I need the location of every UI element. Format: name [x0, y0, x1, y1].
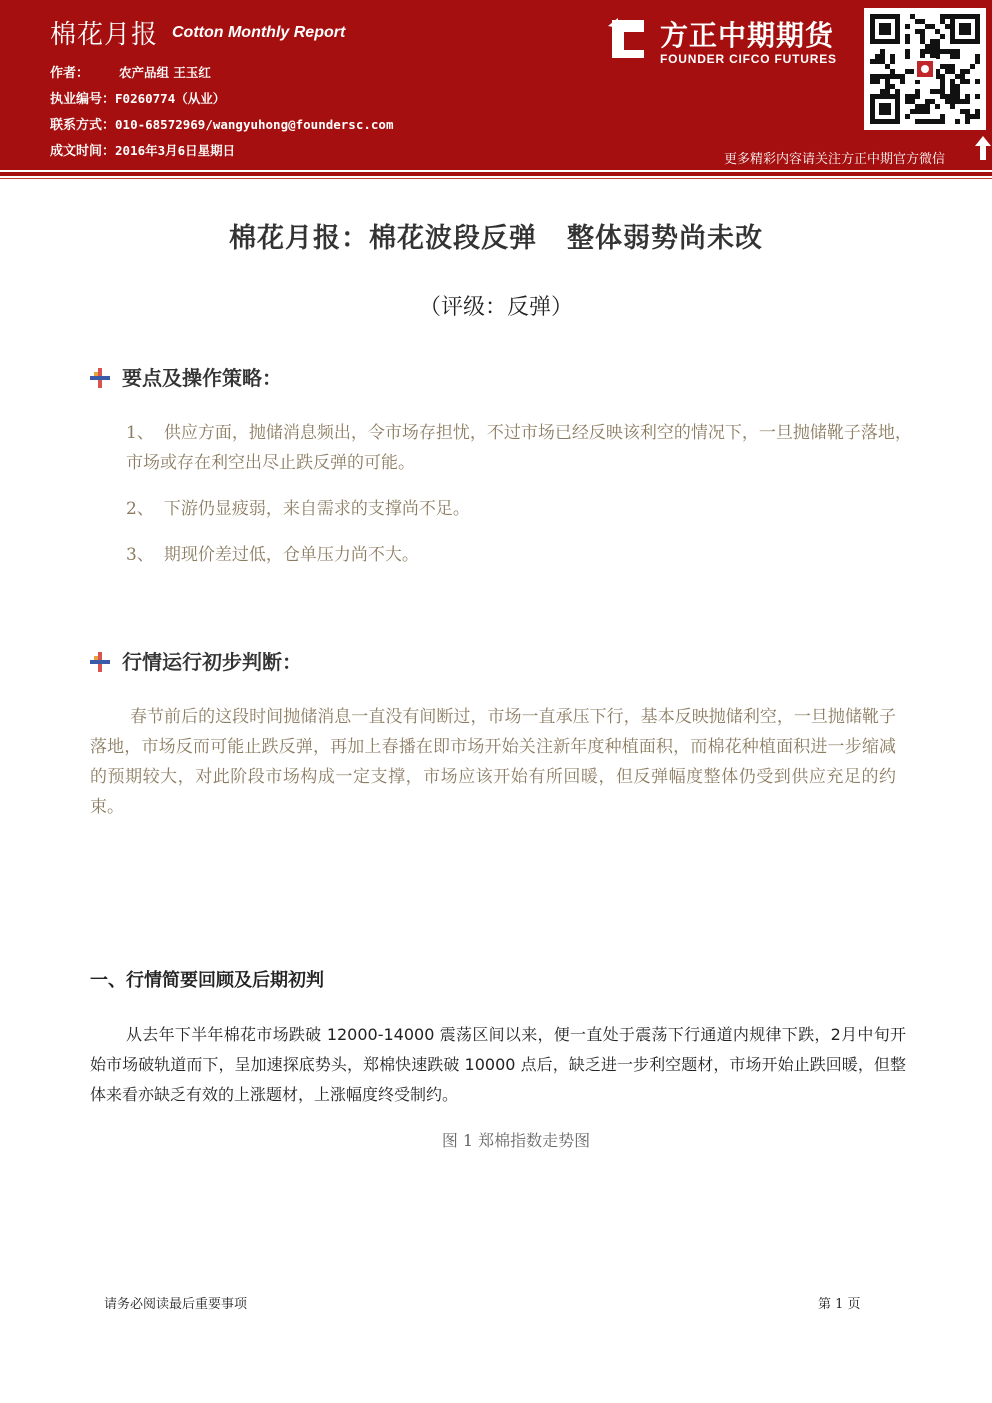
qr-module [930, 89, 935, 94]
qr-module [950, 79, 955, 84]
qr-module [905, 34, 910, 39]
contact-value[interactable]: 010-68572969/wangyuhong@foundersc.com [115, 117, 394, 132]
qr-module [900, 79, 905, 84]
qr-module [915, 119, 920, 124]
qr-module [920, 104, 925, 109]
qr-module [950, 64, 955, 69]
qr-module [960, 109, 965, 114]
qr-module [905, 54, 910, 59]
qr-module [920, 49, 925, 54]
qr-module [940, 94, 945, 99]
logo-chinese-name: 方正中期期货 [660, 19, 835, 52]
qr-module [905, 99, 910, 104]
bullet-cross-icon [90, 368, 110, 388]
qr-module [940, 19, 945, 24]
qr-module [940, 114, 945, 119]
qr-module [975, 79, 980, 84]
qr-module [920, 119, 925, 124]
qr-module [955, 94, 960, 99]
arrow-up-icon [974, 134, 992, 162]
qr-module [965, 119, 970, 124]
qr-module [950, 69, 955, 74]
section-1-paragraph: 从去年下半年棉花市场跌破 12000-14000 震荡区间以来，便一直处于震荡下行通道内规律下跌，2月中旬开始市场破轨道而下，呈加速探底势头，郑棉快速跌破 10000 点后，缺乏进一步利空题材，市场开始止跌回暖，但整体来看亦缺乏有效的上涨题材，上涨幅度终受制约。 [90, 1025, 906, 1104]
qr-module [945, 69, 950, 74]
qr-module [935, 119, 940, 124]
point-item [126, 494, 916, 524]
license-line [50, 88, 225, 107]
qr-module [885, 84, 890, 89]
qr-module [965, 79, 970, 84]
qr-module [950, 94, 955, 99]
qr-module [945, 94, 950, 99]
qr-module [925, 49, 930, 54]
qr-module [925, 44, 930, 49]
qr-module [895, 74, 900, 79]
page-title [0, 216, 992, 255]
qr-module [965, 114, 970, 119]
contact-label: 联系方式： [50, 118, 116, 133]
qr-module [940, 34, 945, 39]
author-line [50, 62, 211, 81]
qr-module [955, 49, 960, 54]
qr-module [920, 109, 925, 114]
qr-code-icon [864, 8, 986, 130]
follow-wechat-text[interactable]: 更多精彩内容请关注方正中期官方微信 [724, 152, 946, 167]
qr-module [930, 24, 935, 29]
header-divider-thick [0, 172, 992, 176]
qr-module [905, 94, 910, 99]
qr-module [880, 89, 885, 94]
qr-module [960, 79, 965, 84]
qr-module [910, 14, 915, 19]
qr-module [895, 89, 900, 94]
qr-module [915, 29, 920, 34]
qr-module [930, 39, 935, 44]
qr-module [945, 49, 950, 54]
qr-module [970, 114, 975, 119]
qr-module [880, 59, 885, 64]
qr-module [960, 69, 965, 74]
point-item [126, 418, 916, 478]
qr-module [950, 84, 955, 89]
report-title: 棉花月报 [50, 20, 159, 50]
qr-module [870, 59, 875, 64]
qr-module [970, 64, 975, 69]
qr-module [890, 74, 895, 79]
qr-module [935, 29, 940, 34]
point-text: 供应方面，抛储消息频出，令市场存担忧，不过市场已经反映该利空的情况下，一旦抛储靴子落地，市场或存在利空出尽止跌反弹的可能。 [126, 423, 912, 473]
qr-module [935, 49, 940, 54]
report-subtitle: Cotton Monthly Report [172, 24, 346, 41]
founder-logo-icon [604, 16, 650, 62]
contact-line [50, 114, 393, 133]
qr-code-graphic [866, 10, 984, 128]
license-label: 执业编号： [50, 92, 116, 107]
section-1-heading: 一、行情简要回顾及后期初判 [90, 970, 324, 991]
page-title-part1: 棉花月报：棉花波段反弹 [229, 223, 537, 254]
author-value: 农产品组 王玉红 [119, 65, 211, 80]
qr-module [885, 79, 890, 84]
section-judgment-heading [90, 646, 302, 675]
date-value: 2016年3月6日星期日 [115, 143, 236, 158]
section-key-points-title: 要点及操作策略： [122, 366, 282, 390]
logo-english-name: FOUNDER CIFCO FUTURES [660, 52, 837, 66]
qr-module [940, 89, 945, 94]
qr-module [880, 49, 885, 54]
point-text: 期现价差过低，仓单压力尚不大。 [163, 545, 419, 565]
qr-module [880, 54, 885, 59]
qr-module [915, 109, 920, 114]
qr-module [940, 84, 945, 89]
qr-module [965, 69, 970, 74]
qr-module [885, 89, 890, 94]
qr-module [955, 89, 960, 94]
qr-module [875, 79, 880, 84]
page-title-part2: 整体弱势尚未改 [567, 223, 763, 254]
point-text: 下游仍显疲弱，来自需求的支撑尚不足。 [163, 499, 470, 519]
qr-module [925, 119, 930, 124]
qr-module [935, 89, 940, 94]
qr-module [915, 19, 920, 24]
qr-module [965, 99, 970, 104]
author-label: 作者： [50, 66, 90, 81]
qr-module [950, 89, 955, 94]
qr-module [965, 109, 970, 114]
qr-module [940, 79, 945, 84]
qr-module [915, 89, 920, 94]
qr-module [870, 74, 875, 79]
qr-module [935, 44, 940, 49]
qr-module [890, 84, 895, 89]
page-number: 第 1 页 [818, 1297, 861, 1312]
qr-module [890, 69, 895, 74]
qr-module [940, 119, 945, 124]
qr-module [940, 64, 945, 69]
qr-module [910, 109, 915, 114]
qr-module [880, 74, 885, 79]
qr-module [975, 109, 980, 114]
qr-module [920, 34, 925, 39]
qr-module [915, 104, 920, 109]
qr-module [875, 74, 880, 79]
qr-module [975, 94, 980, 99]
figure-caption: 图 1 郑棉指数走势图 [441, 1131, 591, 1150]
header-divider-thin [0, 178, 992, 179]
qr-module [950, 104, 955, 109]
bullet-cross-icon [90, 652, 110, 672]
report-header [0, 0, 992, 170]
qr-module [930, 44, 935, 49]
judgment-paragraph: 春节前后的这段时间抛储消息一直没有间断过，市场一直承压下行，基本反映抛储利空，一旦抛储靴子落地，市场反而可能止跌反弹，再加上春播在即市场开始关注新年度种植面积，而棉花种植面积进一步缩减的预期较大，对此阶段市场构成一定支撑，市场应该开始有所回暖，但反弹幅度整体仍受到供应充足的约束。 [90, 707, 896, 817]
qr-module [975, 54, 980, 59]
qr-module [930, 49, 935, 54]
point-number: 3、 [126, 545, 154, 565]
qr-module [925, 24, 930, 29]
qr-module [930, 119, 935, 124]
qr-module [940, 49, 945, 54]
qr-module [875, 54, 880, 59]
qr-module [975, 114, 980, 119]
qr-module [955, 54, 960, 59]
qr-module [940, 14, 945, 19]
qr-module [870, 79, 875, 84]
qr-module [925, 109, 930, 114]
qr-module [955, 99, 960, 104]
qr-module [910, 99, 915, 104]
qr-module [955, 74, 960, 79]
qr-module [950, 54, 955, 59]
qr-module [945, 14, 950, 19]
footer-disclaimer[interactable]: 请务必阅读最后重要事项 [104, 1297, 248, 1312]
qr-module [920, 39, 925, 44]
qr-module [890, 54, 895, 59]
qr-module [960, 99, 965, 104]
qr-module [905, 69, 910, 74]
qr-module [875, 59, 880, 64]
qr-module [905, 49, 910, 54]
section-key-points-heading [90, 362, 282, 391]
point-item [126, 540, 916, 570]
qr-module [965, 94, 970, 99]
qr-module [920, 19, 925, 24]
qr-module [890, 59, 895, 64]
qr-module [885, 74, 890, 79]
company-logo [604, 14, 856, 74]
qr-module [885, 64, 890, 69]
section-judgment-title: 行情运行初步判断： [122, 650, 302, 674]
qr-module [905, 114, 910, 119]
qr-module [935, 39, 940, 44]
qr-module [915, 94, 920, 99]
qr-module [910, 94, 915, 99]
qr-module [900, 74, 905, 79]
point-number: 1、 [126, 423, 154, 443]
qr-module [945, 64, 950, 69]
qr-module [955, 119, 960, 124]
qr-module [950, 99, 955, 104]
qr-module [975, 59, 980, 64]
qr-module [955, 84, 960, 89]
qr-module [905, 39, 910, 44]
qr-module [935, 104, 940, 109]
qr-module [945, 99, 950, 104]
rating-label: （评级：反弹） [418, 295, 573, 320]
qr-module [950, 49, 955, 54]
qr-module [945, 24, 950, 29]
date-line [50, 140, 235, 159]
qr-module [925, 104, 930, 109]
qr-module [905, 24, 910, 29]
point-number: 2、 [126, 499, 154, 519]
qr-module [940, 74, 945, 79]
qr-module [920, 29, 925, 34]
qr-module [925, 99, 930, 104]
qr-module [930, 99, 935, 104]
license-value: F0260774（从业） [115, 91, 226, 106]
date-label: 成文时间： [50, 144, 116, 159]
qr-module [960, 74, 965, 79]
